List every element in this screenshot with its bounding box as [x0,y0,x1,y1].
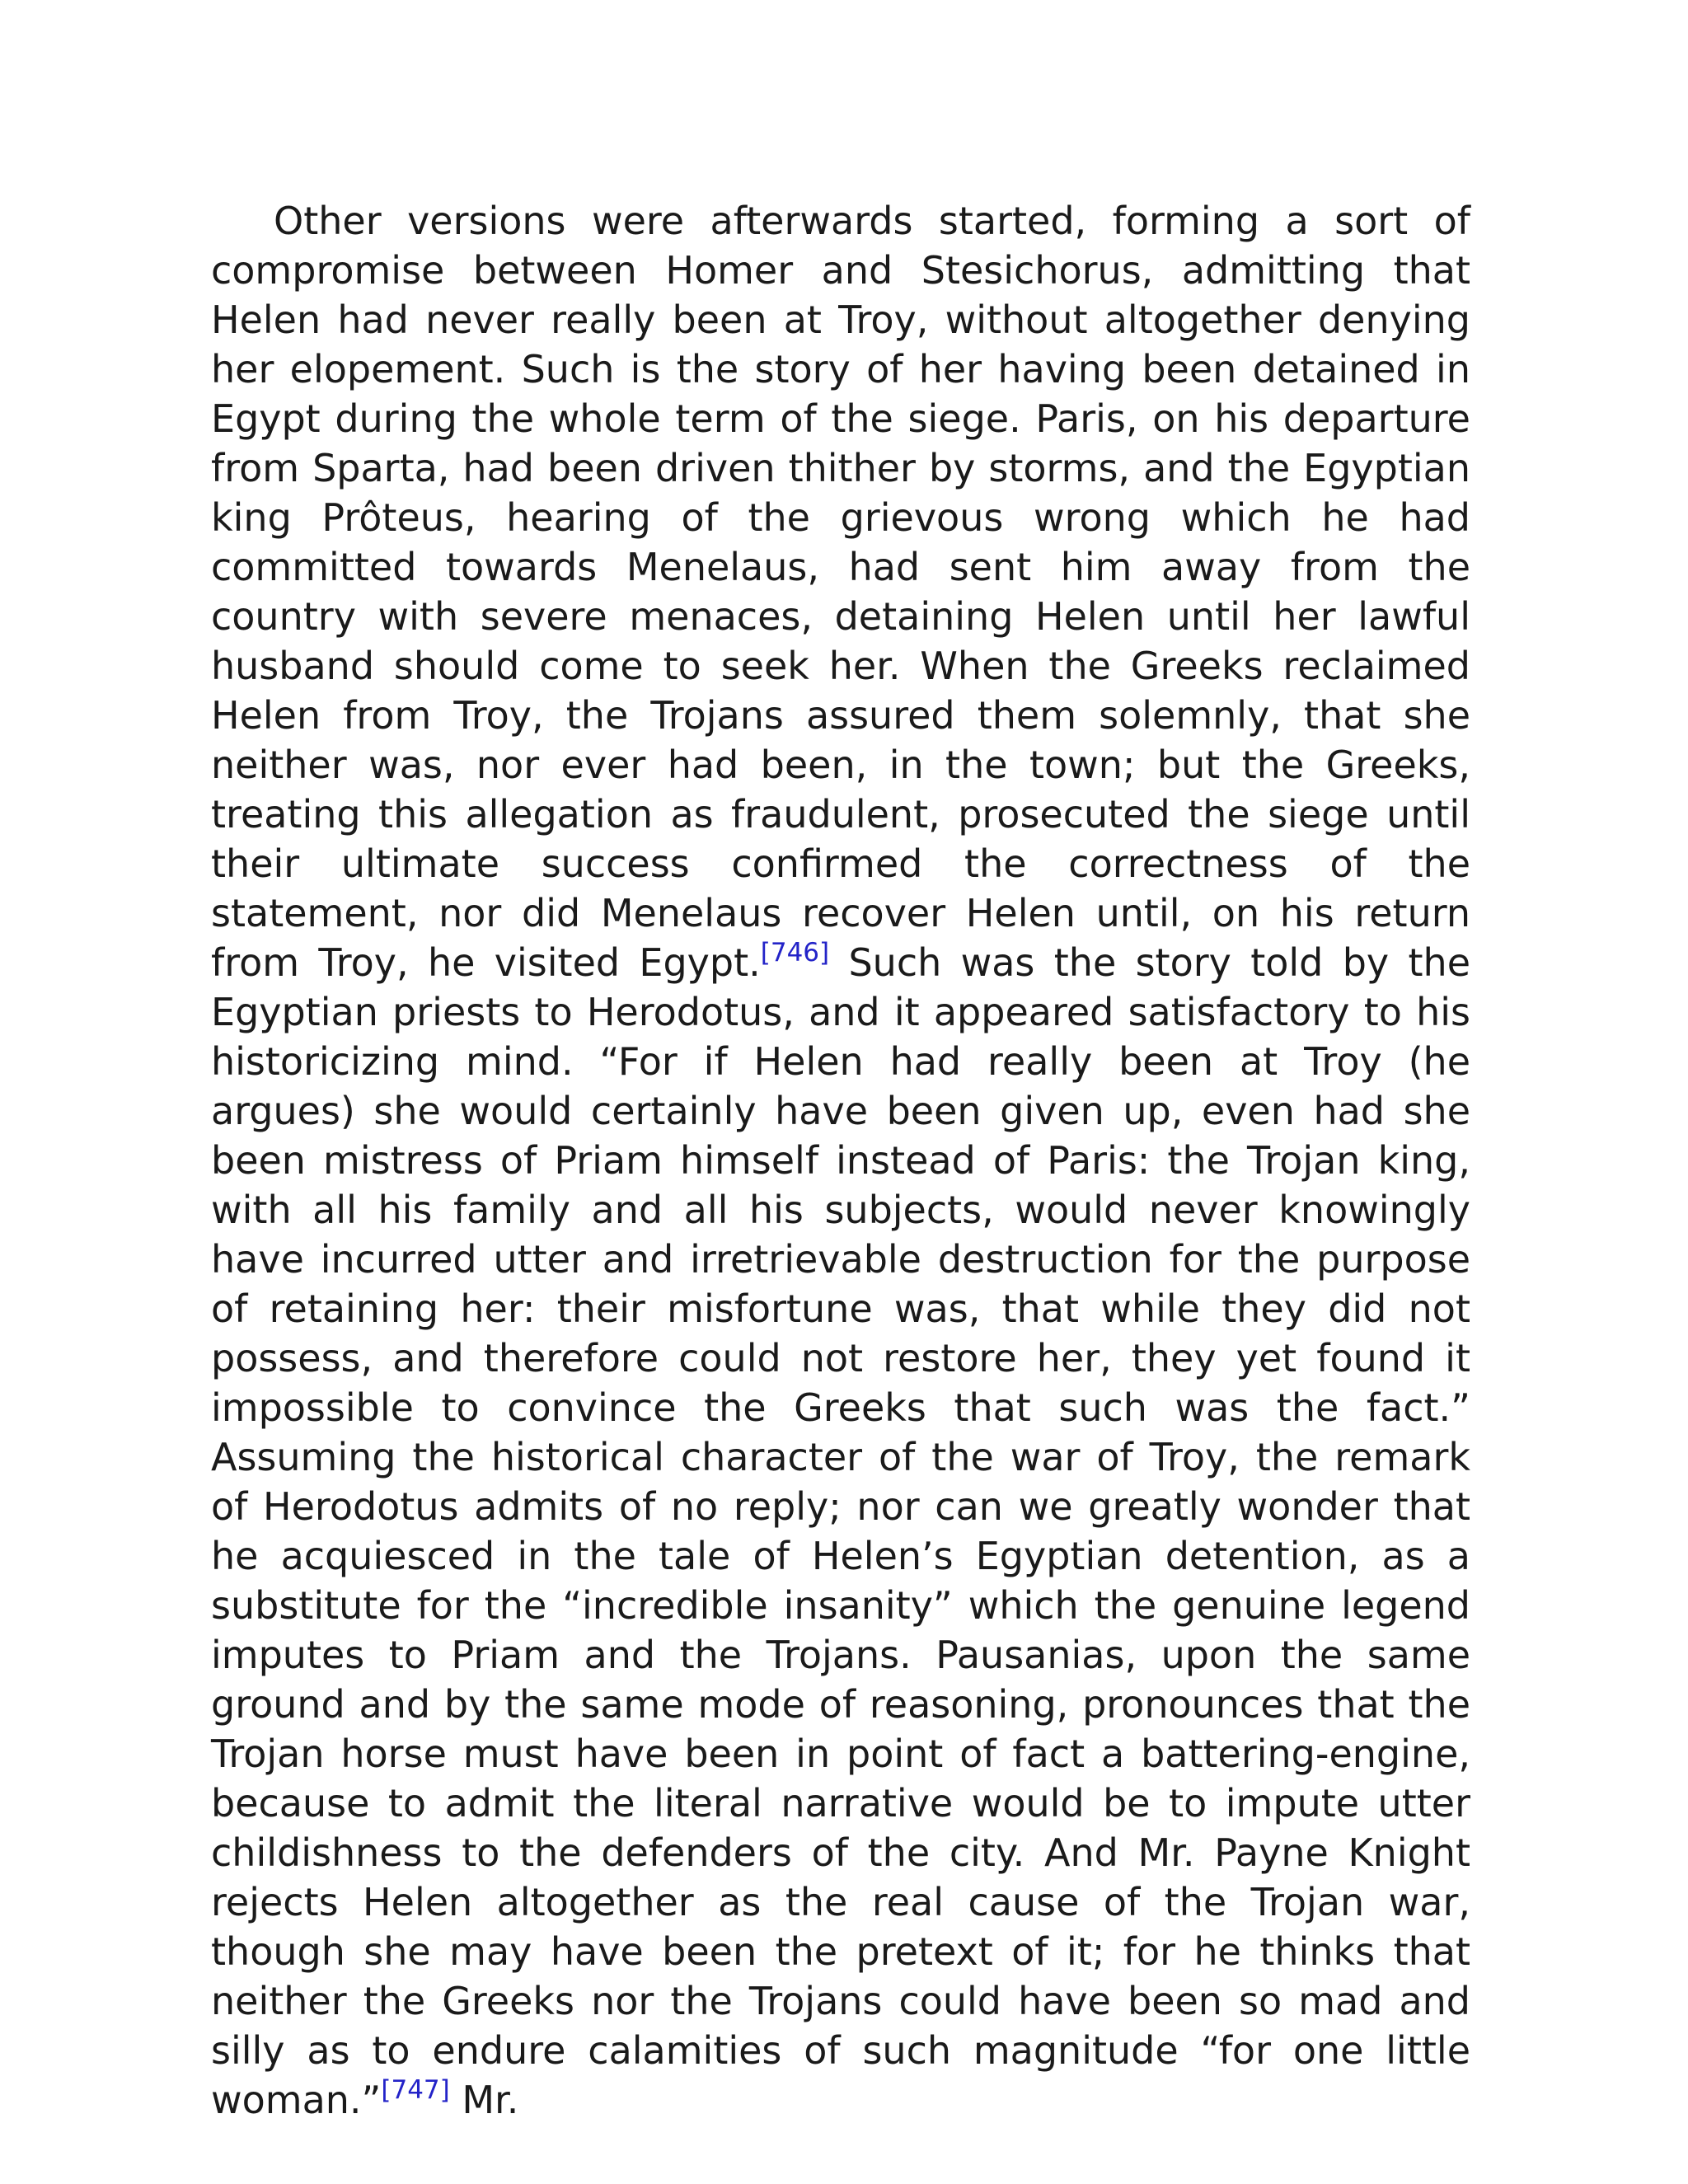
paragraph-text-1: Other versions were afterwards started, forming a sort of compromise between Homer and Stesichorus, admitting that Helen had never really been at Troy, without altogether denying her elopement. Such is the story of her having been detained in Egypt during the whole term of the siege. Paris, on his departure from Sparta, had been driven thither by storms, and the Egyptian king Prôteus, hearing of the grievous wrong which he had committed towards Menelaus, had sent him away from the country with severe menaces, detaining Helen until her lawful husband should come to seek her. When the Greeks reclaimed Helen from Troy, the Trojans assured them solemnly, that she neither was, nor ever had been, in the town; but the Greeks, treating this allegation as fraudulent, prosecuted the siege until their ultimate success confirmed the correctness of the statement, nor did Menelaus recover Helen until, on his return from Troy, he visited Egypt. [211,199,1470,985]
document-page [211,196,1470,2125]
footnote-link-747[interactable]: [747] [381,2075,450,2105]
body-paragraph [211,196,1470,2125]
paragraph-text-3: Mr. [449,2078,519,2122]
footnote-link-746[interactable]: [746] [760,938,830,968]
paragraph-text-2: Such was the story told by the Egyptian priests to Herodotus, and it appeared satisfactory to his historicizing mind. “For if Helen had really been at Troy (he argues) she would certainly have been given up, even had she been mistress of Priam himself instead of Paris: the Trojan king, with all his family and all his subjects, would never knowingly have incurred utter and irretrievable destruction for the purpose of retaining her: their misfortune was, that while they did not possess, and therefore could not restore her, they yet found it impossible to convince the Greeks that such was the fact.” Assuming the historical character of the war of Troy, the remark of Herodotus admits of no reply; nor can we greatly wonder that he acquiesced in the tale of Helen’s Egyptian detention, as a substitute for the “incredible insanity” which the genuine legend imputes to Priam and the Trojans. Pausanias, upon the same ground and by the same mode of reasoning, pronounces that the Trojan horse must have been in point of fact a battering-engine, because to admit the literal narrative would be to impute utter childishness to the defenders of the city. And Mr. Payne Knight rejects Helen altogether as the real cause of the Trojan war, though she may have been the pretext of it; for he thinks that neither the Greeks nor the Trojans could have been so mad and silly as to endure calamities of such magnitude “for one little woman.” [211,940,1470,2122]
